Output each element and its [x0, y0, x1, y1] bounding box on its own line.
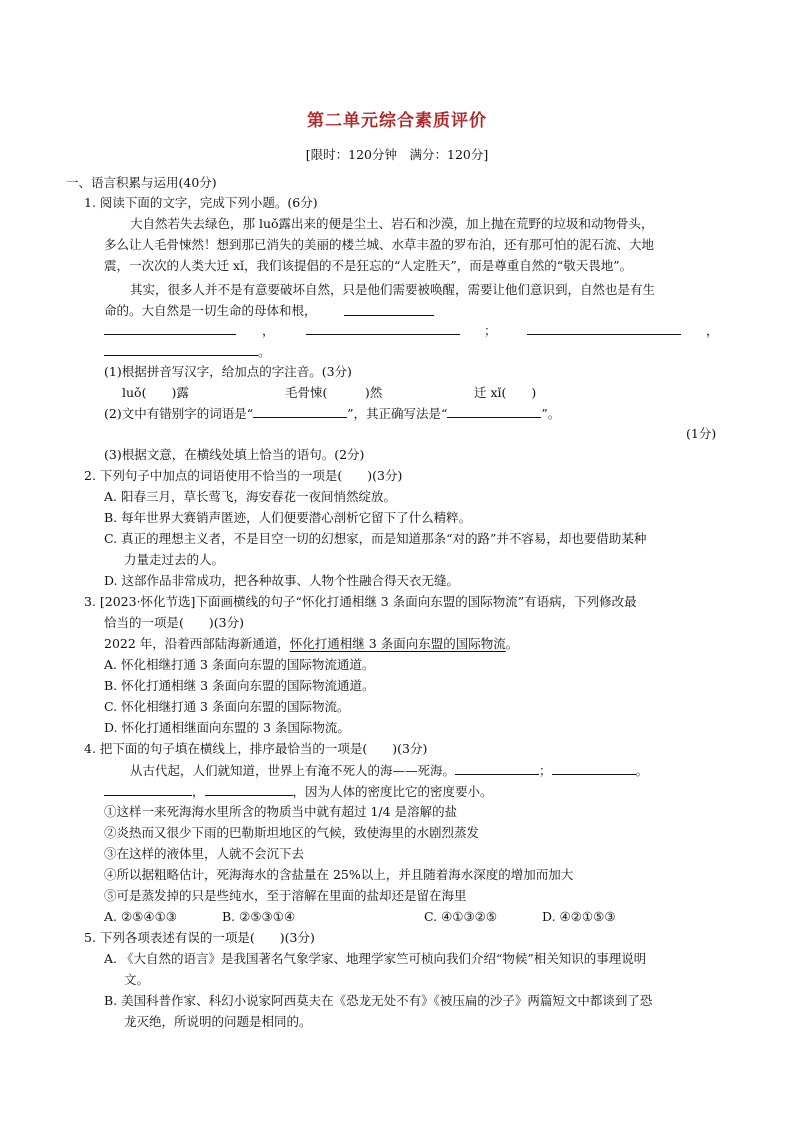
q1-stem: 1. 阅读下面的文字，完成下列小题。(6分): [84, 195, 318, 210]
answer-blank[interactable]: [344, 314, 434, 316]
score-note: (1分): [686, 426, 717, 441]
time-score-limit: [限时：120分钟 满分：120分]: [305, 147, 489, 162]
q5-option-b: B. 美国科普作家、科幻小说家阿西莫夫在《恐龙无处不有》《被压扁的沙子》两篇短文中都谈到了恐: [104, 993, 653, 1008]
answer-blank[interactable]: [104, 782, 192, 796]
q5-option-a-cont: 文。: [124, 972, 150, 987]
q4-option-a: A. ②⑤④①③: [104, 909, 178, 924]
q1-sub3: (3)根据文意，在横线处填上恰当的语句。(2分): [104, 447, 365, 462]
q4-sentence-5: ⑤可是蒸发掉的只是些纯水，至于溶解在里面的盐却还是留在海里: [104, 888, 467, 903]
answer-blank[interactable]: [104, 333, 236, 335]
q1-passage-line: 大自然若失去绿色，那 luǒ露出来的便是尘土、岩石和沙漠，加上抛在荒野的垃圾和动物骨头，: [130, 216, 654, 231]
q2-option-a: A. 阳春三月，草长莺飞，海安春花一夜间悄然绽放。: [104, 489, 396, 504]
answer-blank[interactable]: [447, 404, 541, 418]
q4-passage-text: 从古代起，人们就知道，世界上有淹不死人的海——死海。: [130, 763, 456, 778]
answer-blank[interactable]: [205, 782, 293, 796]
q5-stem: 5. 下列各项表述有误的一项是( )(3分): [84, 930, 315, 945]
q1-passage-line: 其实，很多人并不是有意要破坏自然，只是他们需要被唤醒，需要让他们意识到，自然也是有生: [130, 282, 656, 297]
q4-option-b: B. ②⑤③①④: [222, 909, 296, 924]
page-title: 第二单元综合素质评价: [307, 111, 487, 131]
answer-blank[interactable]: [253, 404, 347, 418]
q1-passage-line: 命的。大自然是一切生命的母体和根，: [104, 303, 317, 318]
q1-sub2-text: ”，其正确写法是“: [347, 406, 448, 421]
q3-stem-cont: 恰当的一项是( )(3分): [104, 615, 244, 630]
q4-option-c: C. ④①③②⑤: [424, 909, 498, 924]
answer-blank[interactable]: [306, 333, 460, 335]
q3-sentence-text: 2022 年，沿着西部陆海新通道，: [104, 636, 290, 651]
punctuation: ，: [706, 323, 719, 338]
punctuation: ，: [262, 323, 275, 338]
q1-sub1: (1)根据拼音写汉字，给加点的字注音。(3分): [104, 364, 352, 379]
q3-option-c: C. 怀化相继打通 3 条面向东盟的国际物流。: [104, 699, 350, 714]
q3-stem: 3. [2023·怀化节选]下面画横线的句子“怀化打通相继 3 条面向东盟的国际物流”有语病，下列修改最: [84, 594, 637, 609]
q4-option-d: D. ④②①⑤③: [542, 909, 616, 924]
punctuation: 。: [258, 344, 271, 359]
q3-option-a: A. 怀化相继打通 3 条面向东盟的国际物流通道。: [104, 657, 375, 672]
q2-option-d: D. 这部作品非常成功，把各种故事、人物个性融合得天衣无缝。: [104, 573, 460, 588]
q3-sentence-text: 。: [505, 636, 519, 651]
answer-blank[interactable]: [104, 354, 258, 356]
q1-sub2-text: (2)文中有错别字的词语是“: [104, 406, 254, 421]
q1-sub2-text: ”。: [541, 406, 561, 421]
q4-stem: 4. 把下面的句子填在横线上，排序最恰当的一项是( )(3分): [84, 741, 428, 756]
answer-blank[interactable]: [527, 333, 681, 335]
q1-sub2: [104, 404, 560, 423]
q3-sentence: [104, 635, 518, 653]
q4-sentence-2: ②炎热而又很少下雨的巴勒斯坦地区的气候，致使海里的水剧烈蒸发: [104, 825, 480, 840]
q4-passage-cont: [104, 782, 493, 801]
punctuation: ，: [192, 784, 205, 799]
pinyin-item: luǒ( )露: [122, 385, 189, 400]
punctuation: ；: [539, 763, 552, 778]
q3-underlined-sentence: 怀化打通相继 3 条面向东盟的国际物流: [289, 636, 506, 651]
q1-passage-line: 多么让人毛骨悚然！想到那已消失的美丽的楼兰城、水草丰盈的罗布泊，还有那可怕的泥石流、大地: [104, 237, 655, 252]
punctuation: ；: [484, 323, 497, 338]
q4-passage: [130, 761, 648, 780]
q4-passage-text: ，因为人体的密度比它的密度要小。: [292, 784, 493, 799]
q2-option-c-cont: 力量走过去的人。: [124, 552, 225, 567]
answer-blank[interactable]: [455, 761, 539, 775]
q3-option-b: B. 怀化打通相继 3 条面向东盟的国际物流通道。: [104, 678, 375, 693]
answer-blank[interactable]: [552, 761, 636, 775]
section-heading: 一、语言积累与运用(40分): [66, 175, 217, 190]
q4-sentence-3: ③在这样的液体里，人就不会沉下去: [104, 846, 305, 861]
q2-option-c: C. 真正的理想主义者，不是目空一切的幻想家，而是知道那条“对的路”并不容易，却也要借助某种: [104, 531, 647, 546]
punctuation: 。: [635, 763, 649, 778]
q5-option-b-cont: 龙灭绝，所说明的问题是相同的。: [124, 1014, 312, 1029]
pinyin-item: 迁 xǐ( ): [474, 385, 537, 400]
q4-sentence-1: ①这样一来死海海水里所含的物质当中就有超过 1/4 是溶解的盐: [104, 804, 458, 819]
q5-option-a: A. 《大自然的语言》是我国著名气象学家、地理学家竺可桢向我们介绍“物候”相关知识的事理说明: [104, 951, 647, 966]
q1-passage-line: 震，一次次的人类大迁 xǐ，我们该提倡的不是狂忘的“人定胜天”，而是尊重自然的“敬天畏地”。: [104, 258, 633, 273]
q4-sentence-4: ④所以据粗略估计，死海海水的含盐量在 25%以上，并且随着海水深度的增加而加大: [104, 867, 574, 882]
q2-stem: 2. 下列句子中加点的词语使用不恰当的一项是( )(3分): [84, 468, 403, 483]
q2-option-b: B. 每年世界大赛销声匿迹，人们便要潜心剖析它留下了什么精粹。: [104, 510, 472, 525]
q3-option-d: D. 怀化打通相继面向东盟的 3 条国际物流。: [104, 720, 350, 735]
pinyin-item: 毛骨悚( )然: [285, 385, 383, 400]
